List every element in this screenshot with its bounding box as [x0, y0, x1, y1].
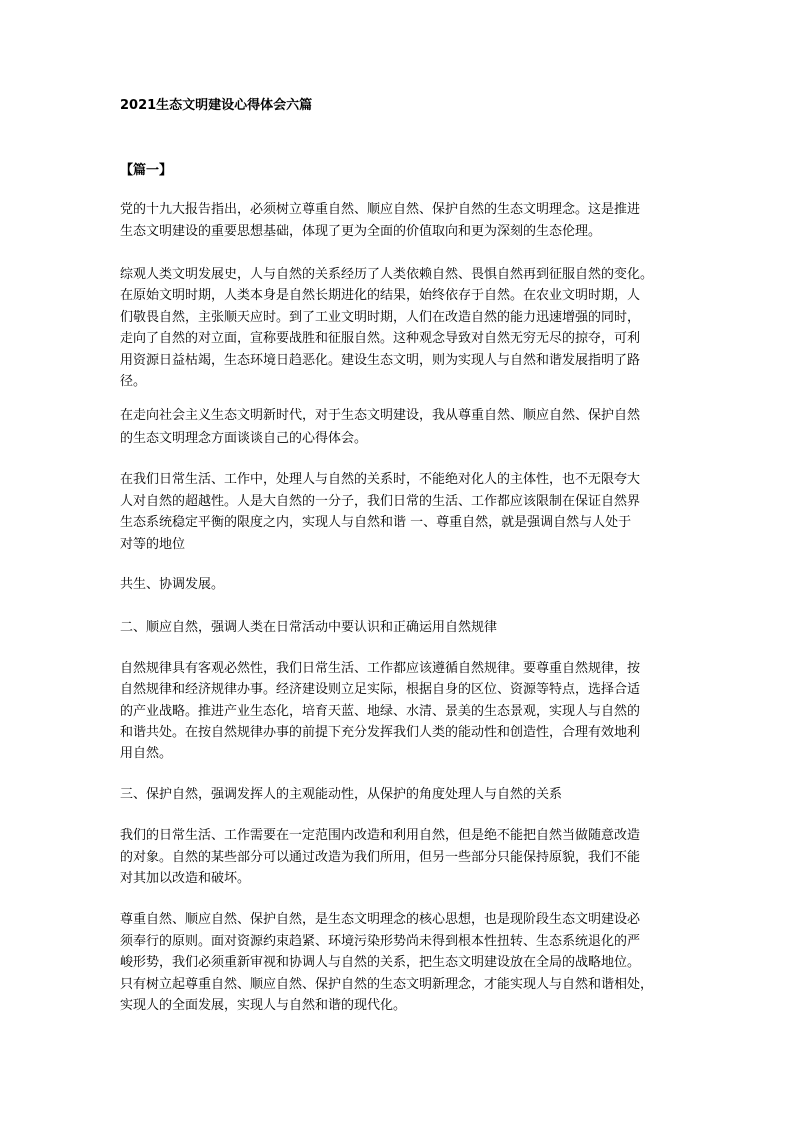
paragraph-line: 们敬畏自然，主张顺天应时。到了工业文明时期，人们在改造自然的能力迅速增强的同时，: [120, 310, 641, 325]
paragraph-line: 二、顺应自然，强调人类在日常活动中要认识和正确运用自然规律: [120, 620, 498, 635]
document-title: 2021生态文明建设心得体会六篇: [120, 98, 313, 113]
paragraph-line: 党的十九大报告指出，必须树立尊重自然、顺应自然、保护自然的生态文明理念。这是推进: [120, 202, 641, 217]
paragraph-line: 的对象。自然的某些部分可以通过改造为我们所用，但另一些部分只能保持原貌，我们不能: [120, 850, 641, 865]
paragraph-line: 的产业战略。推进产业生态化，培育天蓝、地绿、水清、景美的生态景观，实现人与自然的: [120, 704, 641, 719]
paragraph-line: 综观人类文明发展史，人与自然的关系经历了人类依赖自然、畏惧自然再到征服自然的变化。: [120, 267, 654, 282]
paragraph-line: 在走向社会主义生态文明新时代，对于生态文明建设，我从尊重自然、顺应自然、保护自然: [120, 408, 641, 423]
paragraph-line: 用自然。: [120, 746, 173, 761]
paragraph-line: 在原始文明时期，人类本身是自然长期进化的结果，始终依存于自然。在农业文明时期，人: [120, 288, 641, 303]
paragraph-line: 对等的地位: [120, 537, 186, 552]
paragraph-line: 自然规律具有客观必然性，我们日常生活、工作都应该遵循自然规律。要尊重自然规律，按: [120, 661, 641, 676]
section-heading: 【篇一】: [120, 163, 173, 178]
paragraph-line: 人对自然的超越性。人是大自然的一分子，我们日常的生活、工作都应该限制在保证自然界: [120, 494, 641, 509]
paragraph-line: 的生态文明理念方面谈谈自己的心得体会。: [120, 431, 368, 446]
paragraph-line: 须奉行的原则。面对资源约束趋紧、环境污染形势尚未得到根本性扭转、生态系统退化的严: [120, 934, 641, 949]
paragraph-line: 三、保护自然，强调发挥人的主观能动性，从保护的角度处理人与自然的关系: [120, 787, 563, 802]
paragraph-line: 走向了自然的对立面，宣称要战胜和征服自然。这种观念导致对自然无穷无尽的掠夺，可利: [120, 331, 641, 346]
paragraph-line: 在我们日常生活、工作中，处理人与自然的关系时，不能绝对化人的主体性，也不无限夸大: [120, 472, 641, 487]
paragraph-line: 对其加以改造和破坏。: [120, 871, 251, 886]
paragraph-line: 我们的日常生活、工作需要在一定范围内改造和利用自然，但是绝不能把自然当做随意改造: [120, 828, 641, 843]
paragraph-line: 只有树立起尊重自然、顺应自然、保护自然的生态文明新理念，才能实现人与自然和谐相处，: [120, 977, 654, 992]
paragraph-line: 生态文明建设的重要思想基础，体现了更为全面的价值取向和更为深刻的生态伦理。: [120, 224, 602, 239]
paragraph-line: 和谐共处。在按自然规律办事的前提下充分发挥我们人类的能动性和创造性，合理有效地利: [120, 725, 641, 740]
paragraph-line: 实现人的全面发展，实现人与自然和谐的现代化。: [120, 998, 407, 1013]
paragraph-line: 峻形势，我们必须重新审视和协调人与自然的关系，把生态文明建设放在全局的战略地位。: [120, 955, 641, 970]
paragraph-line: 生态系统稳定平衡的限度之内，实现人与自然和谐 一、尊重自然，就是强调自然与人处于: [120, 515, 632, 530]
paragraph-line: 尊重自然、顺应自然、保护自然，是生态文明理念的核心思想，也是现阶段生态文明建设必: [120, 912, 641, 927]
paragraph-line: 径。: [120, 374, 147, 389]
paragraph-line: 自然规律和经济规律办事。经济建设则立足实际，根据自身的区位、资源等特点，选择合适: [120, 682, 641, 697]
paragraph-line: 用资源日益枯竭，生态环境日趋恶化。建设生态文明，则为实现人与自然和谐发展指明了路: [120, 353, 641, 368]
paragraph-line: 共生、协调发展。: [120, 577, 225, 592]
